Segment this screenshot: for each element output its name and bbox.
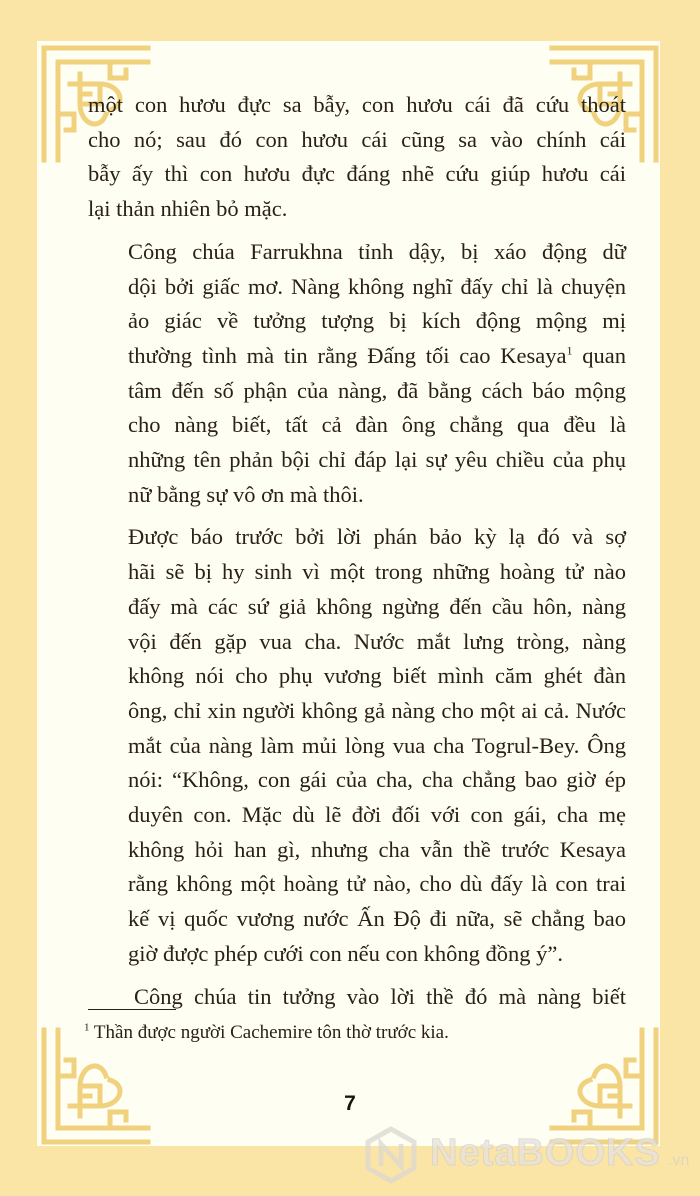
page-number: 7: [344, 1092, 356, 1115]
text-line: cho nàng biết, tất cả đàn ông chẳng qua đều là: [128, 412, 626, 438]
text-line: Được báo trước bởi lời phán bảo kỳ lạ đó và sợ: [128, 524, 626, 550]
text-line: một con hươu đực sa bẫy, con hươu cái đã cứu thoát: [88, 92, 626, 117]
text-line: ảo giác về tưởng tượng bị kích động mộng mị: [128, 308, 626, 334]
paragraph-3: [88, 520, 626, 971]
text-line: mắt của nàng làm mủi lòng vua cha Togrul-Bey. Ông: [128, 732, 626, 758]
watermark-suffix: .vn: [668, 1152, 690, 1169]
footnote-reference: 1: [566, 343, 573, 358]
text-line: Công chúa Farrukhna tỉnh dậy, bị xáo động dữ: [128, 238, 626, 264]
text-segment: quan: [572, 342, 626, 368]
text-line: những tên phản bội chỉ đáp lại sự yêu chiều của phụ: [128, 447, 626, 473]
body-text: [88, 88, 626, 1022]
text-segment: thường tình mà tin rằng Đấng tối cao Kesaya: [128, 342, 567, 368]
text-line: không nói cho phụ vương biết mình căm ghét đàn: [128, 663, 626, 689]
text-line: kế vị quốc vương nước Ấn Độ đi nữa, sẽ chẳng bao: [128, 906, 626, 932]
footnote: [84, 1020, 624, 1046]
text-line: hãi sẽ bị hy sinh vì một trong những hoàng tử nào: [128, 559, 626, 585]
text-line: Công chúa tin tưởng vào lời thề đó mà nàng biết: [134, 983, 626, 1009]
text-line: nói: “Không, con gái của cha, cha chẳng bao giờ ép: [128, 767, 626, 793]
text-line: tâm đến số phận của nàng, đã bằng cách báo mộng: [128, 377, 626, 403]
watermark: [362, 1126, 700, 1186]
paragraph-1: [88, 88, 626, 227]
text-line: không hỏi han gì, nhưng cha vẫn thề trước Kesaya: [128, 836, 626, 862]
text-line: dội bởi giấc mơ. Nàng không nghĩ đấy chỉ là chuyện: [128, 273, 626, 299]
text-line: đấy mà các sứ giả không ngừng đến cầu hôn, nàng: [128, 593, 626, 619]
text-line: lại thản nhiên bỏ mặc.: [88, 196, 288, 222]
text-line: vội đến gặp vua cha. Nước mắt lưng tròng, nàng: [128, 628, 626, 654]
text-line: giờ được phép cưới con nếu con không đồng ý”.: [128, 940, 563, 966]
text-line-with-note: [88, 339, 626, 374]
paragraph-2: [88, 235, 626, 513]
text-line: duyên con. Mặc dù lẽ đời đối với con gái, cha mẹ: [128, 802, 626, 828]
footnote-marker: 1: [84, 1021, 90, 1034]
footnote-text: Thần được người Cachemire tôn thờ trước kia.: [89, 1022, 449, 1043]
text-line: ông, chỉ xin người không gả nàng cho một ai cả. Nước: [128, 697, 626, 723]
watermark-brand: NetaBOOKS: [430, 1132, 661, 1174]
text-line: rằng không một hoàng tử nào, cho dù đấy là con trai: [128, 871, 626, 897]
netabooks-logo-icon: [362, 1126, 420, 1189]
footnote-divider: [88, 1009, 176, 1010]
text-line: cho nó; sau đó con hươu cái cũng sa vào chính cái: [88, 126, 626, 152]
text-line: nữ bằng sự vô ơn mà thôi.: [128, 481, 364, 507]
text-line: bẫy ấy thì con hươu đực đáng nhẽ cứu giúp hươu cái: [88, 161, 626, 187]
